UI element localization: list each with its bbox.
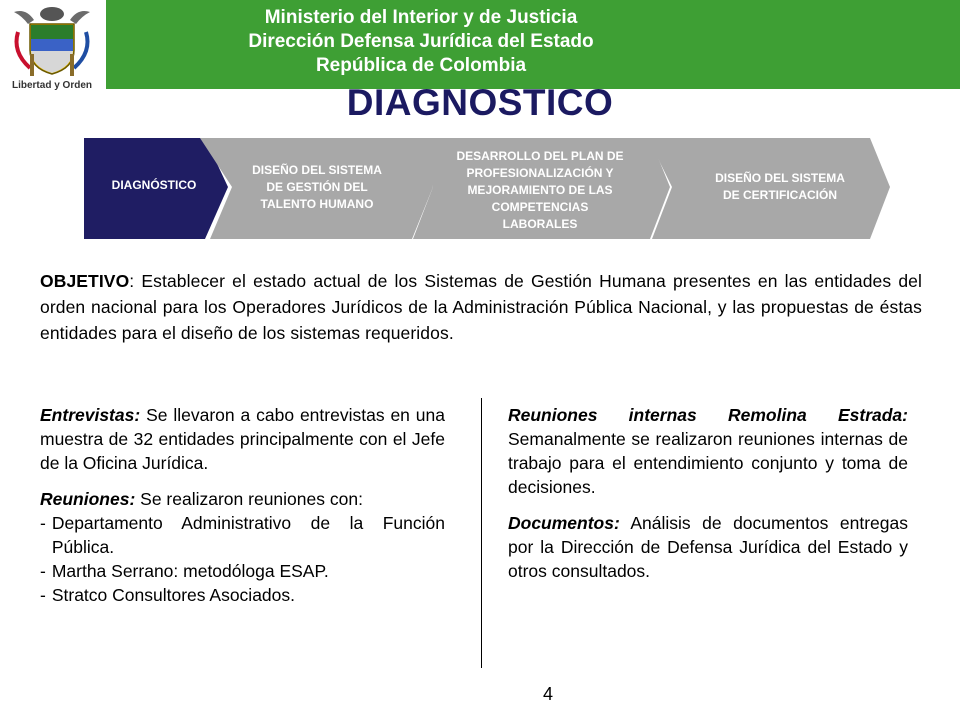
reuniones-text: Se realizaron reuniones con: (135, 489, 363, 509)
list-item: - Martha Serrano: metodóloga ESAP. (40, 561, 329, 581)
process-flow (0, 120, 960, 250)
reuniones-label: Reuniones: (40, 489, 136, 509)
seal-motto: Libertad y Orden (11, 80, 93, 91)
reuniones-paragraph (40, 487, 445, 511)
reuniones-internas-text: Semanalmente se realizaron reuniones internas de trabajo para el entendimiento conjunto y toma de decisiones. (508, 429, 908, 497)
entrevistas-text: Se llevaron a cabo entrevistas en una muestra de 32 entidades principalmente con el Jefe de la Oficina Jurídica. (40, 405, 445, 473)
colombia-coat-of-arms-icon (4, 2, 100, 92)
ministry-banner (106, 0, 960, 89)
entrevistas-paragraph (40, 403, 445, 475)
right-column (508, 403, 908, 595)
column-divider (481, 398, 482, 668)
documentos-paragraph (508, 511, 908, 583)
direction-name: Dirección Defensa Jurídica del Estado (248, 31, 594, 52)
list-item: - Stratco Consultores Asociados. (40, 585, 296, 605)
entrevistas-label: Entrevistas: (40, 405, 141, 425)
reuniones-internas-label: Reuniones internas Remolina Estrada: (508, 405, 908, 425)
reuniones-internas-paragraph (508, 403, 908, 499)
page-title: DIAGNOSTICO (346, 82, 614, 123)
objective-paragraph (40, 268, 922, 346)
ministry-name: Ministerio del Interior y de Justicia (264, 7, 578, 28)
documentos-label: Documentos: (508, 513, 620, 533)
page-number: 4 (542, 684, 553, 704)
list-item: - Departamento Administrativo de la Función Pública. (40, 513, 445, 557)
step-diseno-talento: DISEÑO DEL SISTEMA DE GESTIÓN DEL TALENTO HUMANO (252, 163, 382, 211)
objective-text: : Establecer el estado actual de los Sistemas de Gestión Humana presentes en las entidades del orden nacional para los Operadores Jurídicos de la Administración Pública Nacional, y las propuestas de éstas entidades para el diseño de los sistemas requeridos. (40, 271, 922, 343)
step-certificacion: DISEÑO DEL SISTEMA DE CERTIFICACIÓN (715, 171, 845, 202)
country-name: República de Colombia (315, 55, 527, 76)
objective-label: OBJETIVO (40, 271, 130, 291)
documentos-text: Análisis de documentos entregas por la Dirección de Defensa Jurídica del Estado y otros consultados. (508, 513, 908, 581)
step-diagnostico: DIAGNÓSTICO (111, 178, 197, 192)
step-desarrollo-plan: DESARROLLO DEL PLAN DE PROFESIONALIZACIÓN Y MEJORAMIENTO DE LAS COMPETENCIAS LABORALES (456, 149, 624, 231)
left-column (40, 403, 445, 607)
